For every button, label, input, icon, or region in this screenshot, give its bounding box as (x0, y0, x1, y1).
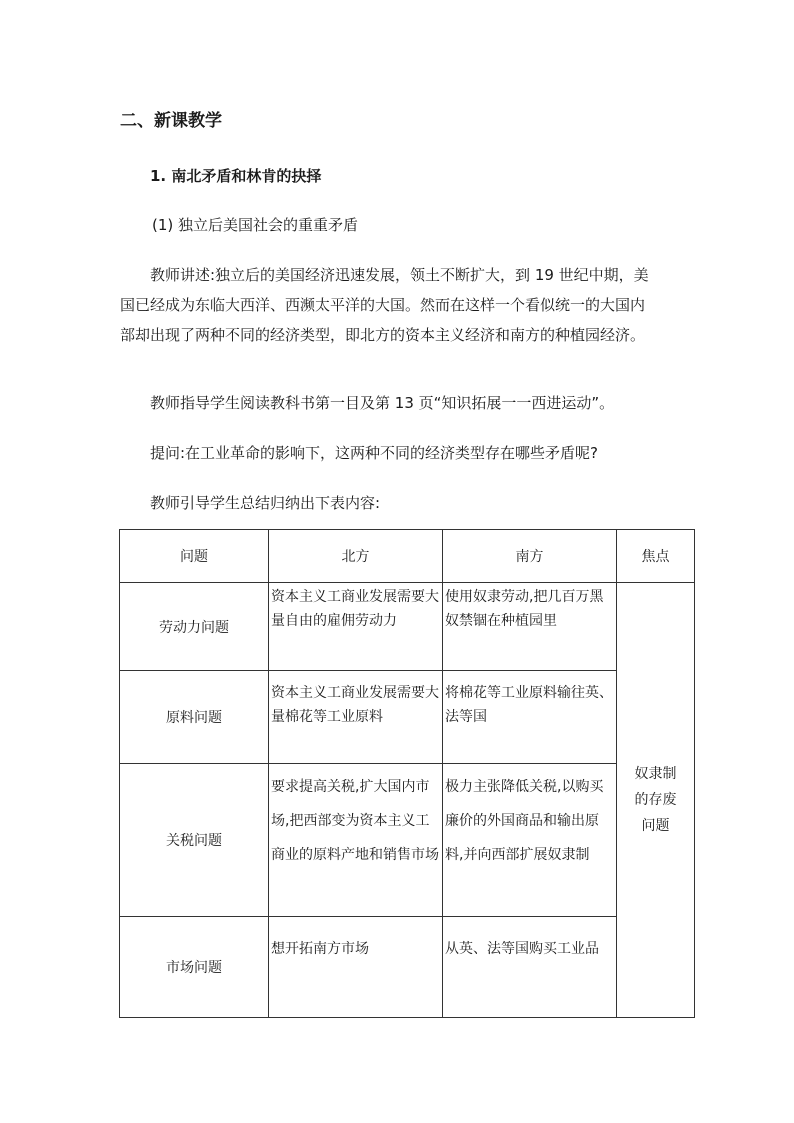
focus-cell (617, 583, 695, 1018)
south-cell: 将棉花等工业原料输往英、法等国 (443, 671, 617, 764)
header-north: 北方 (269, 530, 443, 583)
table-row (120, 671, 695, 764)
focus-text: 奴隶制的存废问题 (634, 766, 677, 834)
paragraph-reading-guide: 教师指导学生阅读教科书第一目及第 13 页“知识拓展一一西进运动”。 (150, 394, 615, 412)
south-cell: 使用奴隶劳动,把几百万黑奴禁锢在种植园里 (443, 583, 617, 671)
south-cell: 从英、法等国购买工业品 (443, 917, 617, 1018)
issue-cell: 劳动力问题 (120, 583, 269, 671)
subsection-heading: 1. 南北矛盾和林肯的抉择 (150, 167, 322, 185)
issue-cell: 市场问题 (120, 917, 269, 1018)
north-cell: 想开拓南方市场 (269, 917, 443, 1018)
table-header-row (120, 530, 695, 583)
header-focus: 焦点 (617, 530, 695, 583)
south-cell: 极力主张降低关税,以购买廉价的外国商品和输出原料,并向西部扩展奴隶制 (443, 764, 617, 917)
header-issue: 问题 (120, 530, 269, 583)
table-row (120, 583, 695, 671)
paragraph-line: 教师讲述:独立后的美国经济迅速发展，领土不断扩大，到 19 世纪中期，美 (150, 266, 649, 284)
paragraph-question: 提问:在工业革命的影响下，这两种不同的经济类型存在哪些矛盾呢? (150, 444, 599, 462)
north-cell: 要求提高关税,扩大国内市场,把西部变为资本主义工商业的原料产地和销售市场 (269, 764, 443, 917)
contradictions-table (119, 529, 695, 1018)
north-cell: 资本主义工商业发展需要大量自由的雇佣劳动力 (269, 583, 443, 671)
paragraph-line: 国已经成为东临大西洋、西濒太平洋的大国。然而在这样一个看似统一的大国内 (120, 296, 646, 314)
issue-cell: 原料问题 (120, 671, 269, 764)
point-heading: (1) 独立后美国社会的重重矛盾 (152, 216, 359, 234)
paragraph-summary-intro: 教师引导学生总结归纳出下表内容: (150, 494, 381, 512)
header-south: 南方 (443, 530, 617, 583)
table-row (120, 917, 695, 1018)
paragraph-teacher-lecture (120, 260, 680, 350)
paragraph-line: 部却出现了两种不同的经济类型，即北方的资本主义经济和南方的种植园经济。 (120, 326, 646, 344)
north-cell: 资本主义工商业发展需要大量棉花等工业原料 (269, 671, 443, 764)
table-row (120, 764, 695, 917)
section-heading: 二、新课教学 (120, 111, 222, 131)
issue-cell: 关税问题 (120, 764, 269, 917)
